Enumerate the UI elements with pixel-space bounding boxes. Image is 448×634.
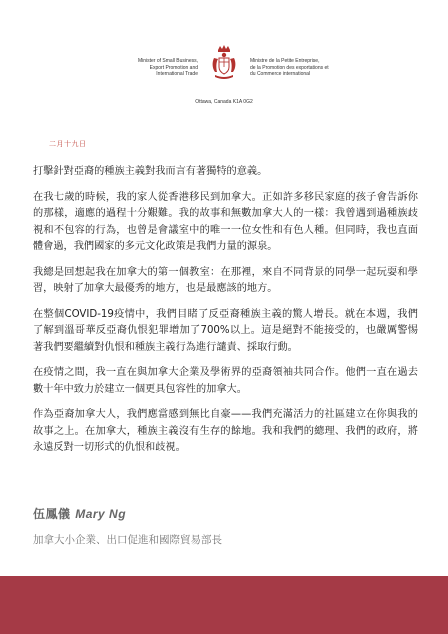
signature-block xyxy=(33,505,222,547)
letter-paragraph: 在整個COVID-19疫情中，我們目睹了反亞裔種族主義的驚人增長。就在本週，我們了解到溫哥華反亞裔仇恨犯罪增加了700%以上。這是絕對不能接受的，也嚴厲警惕著我們要繼續對仇恨和種族主義行為進行譴責、採取行動。 xyxy=(33,308,418,353)
letter-paragraph: 打擊針對亞裔的種族主義對我而言有著獨特的意義。 xyxy=(33,166,268,177)
letter-paragraph: 在我七歲的時候，我的家人從香港移民到加拿大。正如許多移民家庭的孩子會告訴你的那樣，適應的過程十分艱難。我的故事和無數加拿大人的一樣：我曾遇到過種族歧視和不包容的行為，也曾是會議室中的唯一一位女性和有色人種。但同時，我也直面體會過，我們國家的多元文化政策是我們力量的源泉。 xyxy=(33,191,418,252)
letterhead xyxy=(0,44,448,114)
letterhead-address: Ottawa, Canada K1A 0G2 xyxy=(195,99,253,105)
letterhead-french-line: du Commerce international xyxy=(250,71,311,77)
letter-paragraph: 我總是回想起我在加拿大的第一個教室：在那裡，來自不同背景的同學一起玩耍和學習，映射了加拿大最優秀的地方，也是最應該的地方。 xyxy=(33,266,418,294)
letterhead-english-line: Export Promotion and xyxy=(149,64,198,71)
signature-title: 加拿大小企業、出口促進和國際貿易部長 xyxy=(33,534,222,546)
letterhead-french-line: Ministre de la Petite Entreprise, xyxy=(250,58,320,64)
letter-paragraph: 在疫情之間，我一直在與加拿大企業及學術界的亞裔領袖共同合作。他們一直在過去數十年中致力於建立一個更具包容性的加拿大。 xyxy=(33,367,418,395)
letter-date: 二月十九日 xyxy=(49,140,87,148)
footer-band xyxy=(0,576,448,634)
letterhead-english-line: International Trade xyxy=(156,71,198,77)
letterhead-english-line: Minister of Small Business, xyxy=(137,58,198,64)
signature-name xyxy=(33,505,222,522)
signature-name-chinese: 伍鳳儀 xyxy=(33,507,71,521)
letterhead-english xyxy=(58,58,198,78)
signature-name-english: Mary Ng xyxy=(75,507,127,521)
letterhead-french xyxy=(250,58,410,78)
canada-coat-of-arms-icon xyxy=(209,44,239,84)
letter-body xyxy=(33,164,418,466)
letterhead-french-line: de la Promotion des exportations et xyxy=(250,64,329,71)
letter-paragraph: 作為亞裔加拿大人，我們應當感到無比自豪——我們充滿活力的社區建立在你與我的故事之上。在加拿大，種族主義沒有生存的餘地。我和我們的總理、我們的政府，將永遠反對一切形式的仇恨和歧視。 xyxy=(33,409,418,453)
